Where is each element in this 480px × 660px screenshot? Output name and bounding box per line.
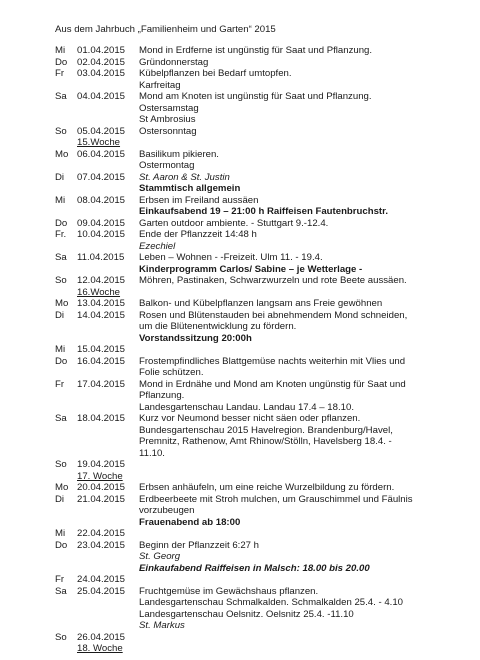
date-label: 15.04.2015 <box>77 344 126 355</box>
event-text: Kinderprogramm Carlos/ Sabine – je Wetterlage - <box>139 263 363 275</box>
calendar-row <box>0 264 480 276</box>
calendar-row <box>0 57 480 69</box>
calendar-row <box>0 494 480 506</box>
event-text: Ende der Pflanzzeit 14:48 h <box>139 229 257 240</box>
date-label: 02.04.2015 <box>77 56 126 68</box>
calendar-row <box>0 586 480 598</box>
date-label: 03.04.2015 <box>77 68 126 79</box>
calendar-row <box>0 241 480 253</box>
weekday-label: Do <box>55 56 68 68</box>
calendar-row <box>0 459 480 471</box>
calendar-row <box>0 356 480 368</box>
calendar-row <box>0 68 480 80</box>
event-text: Bundesgartenschau 2015 Havelregion. Brandenburg/Havel, <box>139 424 393 436</box>
event-text: Leben – Wohnen - -Freizeit. Ulm 11. - 19.4. <box>139 252 323 263</box>
weekday-label: Fr. <box>55 229 67 240</box>
weekday-label: So <box>55 459 67 470</box>
week-number: 16.Woche <box>77 286 121 298</box>
event-text: Kurz vor Neumond besser nicht säen oder pflanzen. <box>139 413 361 424</box>
date-label: 14.04.2015 <box>77 309 126 321</box>
weekday-label: Do <box>55 217 68 229</box>
event-text: St. Markus <box>139 620 185 631</box>
date-label: 20.04.2015 <box>77 482 126 493</box>
event-text: Fruchtgemüse im Gewächshaus pflanzen. <box>139 585 319 597</box>
calendar-row <box>0 103 480 115</box>
calendar-row <box>0 298 480 310</box>
event-text: Stammtisch allgemein <box>139 183 241 194</box>
calendar-row <box>0 333 480 345</box>
weekday-label: Sa <box>55 585 67 597</box>
date-label: 24.04.2015 <box>77 574 126 585</box>
event-text: Landesgartenschau Schmalkalden. Schmalkalden 25.4. - 4.10 <box>139 597 403 608</box>
event-text: Erbsen im Freiland aussäen <box>139 194 259 206</box>
date-label: 12.04.2015 <box>77 275 126 286</box>
calendar-row <box>0 367 480 379</box>
event-text: Möhren, Pastinaken, Schwarzwurzeln und rote Beete aussäen. <box>139 275 407 286</box>
date-label: 10.04.2015 <box>77 229 126 240</box>
date-label: 09.04.2015 <box>77 217 126 229</box>
date-label: 17.04.2015 <box>77 378 126 390</box>
calendar-row <box>0 620 480 632</box>
calendar-row <box>0 126 480 138</box>
calendar-row <box>0 471 480 483</box>
date-label: 05.04.2015 <box>77 125 126 137</box>
weekday-label: Sa <box>55 91 67 102</box>
calendar-row <box>0 252 480 264</box>
calendar-row <box>0 218 480 230</box>
date-label: 08.04.2015 <box>77 194 126 206</box>
weekday-label: Di <box>55 309 65 321</box>
calendar-row <box>0 390 480 402</box>
calendar-row <box>0 517 480 529</box>
date-label: 01.04.2015 <box>77 45 126 56</box>
event-text: Ezechiel <box>139 240 176 252</box>
date-label: 07.04.2015 <box>77 171 126 183</box>
weekday-label: Sa <box>55 252 67 263</box>
calendar-row <box>0 632 480 644</box>
event-text: Premnitz, Rathenow, Amt Rhinow/Stölln, Havelsberg 18.4. - <box>139 436 392 447</box>
event-text: Mond in Erdferne ist ungünstig für Saat und Pflanzung. <box>139 45 373 56</box>
calendar-row <box>0 436 480 448</box>
date-label: 18.04.2015 <box>77 413 126 424</box>
weekday-label: Di <box>55 171 65 183</box>
weekday-label: Do <box>55 539 68 551</box>
document-header: Aus dem Jahrbuch „Familienheim und Garten“ 2015 <box>55 24 276 35</box>
event-text: 11.10. <box>139 447 165 459</box>
calendar-row <box>0 172 480 184</box>
calendar-row <box>0 563 480 575</box>
date-label: 21.04.2015 <box>77 493 126 505</box>
calendar-row <box>0 643 480 655</box>
weekday-label: Di <box>55 493 65 505</box>
calendar-row <box>0 287 480 299</box>
calendar-row <box>0 597 480 609</box>
calendar-row <box>0 574 480 586</box>
calendar-row <box>0 482 480 494</box>
date-label: 11.04.2015 <box>77 252 125 263</box>
event-text: Mond am Knoten ist ungünstig für Saat und Pflanzung. <box>139 91 372 102</box>
date-label: 25.04.2015 <box>77 585 126 597</box>
calendar-row <box>0 183 480 195</box>
event-text: Garten outdoor ambiente. - Stuttgart 9.-12.4. <box>139 217 329 229</box>
date-label: 22.04.2015 <box>77 528 126 539</box>
event-text: Ostermontag <box>139 160 195 171</box>
event-text: vorzubeugen <box>139 505 195 516</box>
event-text: Beginn der Pflanzzeit 6:27 h <box>139 539 260 551</box>
calendar-row <box>0 505 480 517</box>
calendar-row <box>0 137 480 149</box>
date-label: 04.04.2015 <box>77 91 126 102</box>
calendar-row <box>0 540 480 552</box>
event-text: Einkaufsabend 19 – 21:00 h Raiffeisen Fautenbruchstr. <box>139 206 388 217</box>
event-text: St. Aaron & St. Justin <box>139 171 230 183</box>
week-number: 15.Woche <box>77 137 121 148</box>
calendar-row <box>0 310 480 322</box>
event-text: Balkon- und Kübelpflanzen langsam ans Freie gewöhnen <box>139 298 383 309</box>
calendar-row <box>0 321 480 333</box>
weekday-label: Mo <box>55 298 69 309</box>
calendar-row <box>0 344 480 356</box>
calendar-row <box>0 160 480 172</box>
calendar-row <box>0 609 480 621</box>
event-text: Landesgartenschau Oelsnitz. Oelsnitz 25.4. -11.10 <box>139 608 354 620</box>
date-label: 23.04.2015 <box>77 539 126 551</box>
event-text: Basilikum pikieren. <box>139 148 219 160</box>
date-label: 19.04.2015 <box>77 459 126 470</box>
calendar-row <box>0 402 480 414</box>
weekday-label: Do <box>55 355 68 367</box>
calendar-row <box>0 149 480 161</box>
calendar-row <box>0 80 480 92</box>
event-text: um die Blütenentwicklung zu fördern. <box>139 321 297 332</box>
event-text: Erbsen anhäufeln, um eine reiche Wurzelbildung zu fördern. <box>139 482 395 493</box>
date-label: 26.04.2015 <box>77 631 126 643</box>
weekday-label: So <box>55 275 67 286</box>
weekday-label: Mo <box>55 148 69 160</box>
calendar-row <box>0 551 480 563</box>
weekday-label: Mi <box>55 344 66 355</box>
calendar-row <box>0 528 480 540</box>
event-text: Frauenabend ab 18:00 <box>139 516 241 528</box>
event-text: Ostersonntag <box>139 125 197 137</box>
calendar-row <box>0 448 480 460</box>
event-text: St Ambrosius <box>139 114 196 125</box>
weekday-label: Mi <box>55 528 66 539</box>
weekday-label: Mi <box>55 194 66 206</box>
event-text: Kübelpflanzen bei Bedarf umtopfen. <box>139 68 292 79</box>
calendar-row <box>0 425 480 437</box>
event-text: Vorstandssitzung 20:00h <box>139 332 252 344</box>
date-label: 16.04.2015 <box>77 355 126 367</box>
calendar-row <box>0 229 480 241</box>
calendar-row <box>0 379 480 391</box>
calendar-row <box>0 413 480 425</box>
event-text: Gründonnerstag <box>139 56 209 68</box>
calendar-row <box>0 91 480 103</box>
weekday-label: So <box>55 631 67 643</box>
weekday-label: Fr <box>55 378 65 390</box>
event-text: St. Georg <box>139 551 181 562</box>
calendar-row <box>0 275 480 287</box>
weekday-label: Mo <box>55 482 69 493</box>
event-text: Pflanzung. <box>139 390 185 401</box>
calendar-row <box>0 114 480 126</box>
calendar-row <box>0 206 480 218</box>
weekday-label: Fr <box>55 68 65 79</box>
weekday-label: So <box>55 125 67 137</box>
week-number: 18. Woche <box>77 643 123 654</box>
event-text: Einkaufabend Raiffeisen in Malsch: 18.00 bis 20.00 <box>139 562 370 574</box>
event-text: Landesgartenschau Landau. Landau 17.4 – 18.10. <box>139 401 354 413</box>
calendar-row <box>0 195 480 207</box>
date-label: 13.04.2015 <box>77 298 126 309</box>
event-text: Folie schützen. <box>139 367 204 378</box>
event-text: Erdbeerbeete mit Stroh mulchen, um Grauschimmel und Fäulnis <box>139 493 413 505</box>
date-label: 06.04.2015 <box>77 148 126 160</box>
event-text: Mond in Erdnähe und Mond am Knoten ungünstig für Saat und <box>139 378 406 390</box>
event-text: Ostersamstag <box>139 102 199 114</box>
week-number: 17. Woche <box>77 470 123 482</box>
calendar-row <box>0 45 480 57</box>
weekday-label: Fr <box>55 574 65 585</box>
weekday-label: Mi <box>55 45 66 56</box>
weekday-label: Sa <box>55 413 67 424</box>
event-text: Frostempfindliches Blattgemüse nachts weiterhin mit Vlies und <box>139 355 406 367</box>
event-text: Rosen und Blütenstauden bei abnehmendem Mond schneiden, <box>139 309 408 321</box>
event-text: Karfreitag <box>139 79 181 91</box>
